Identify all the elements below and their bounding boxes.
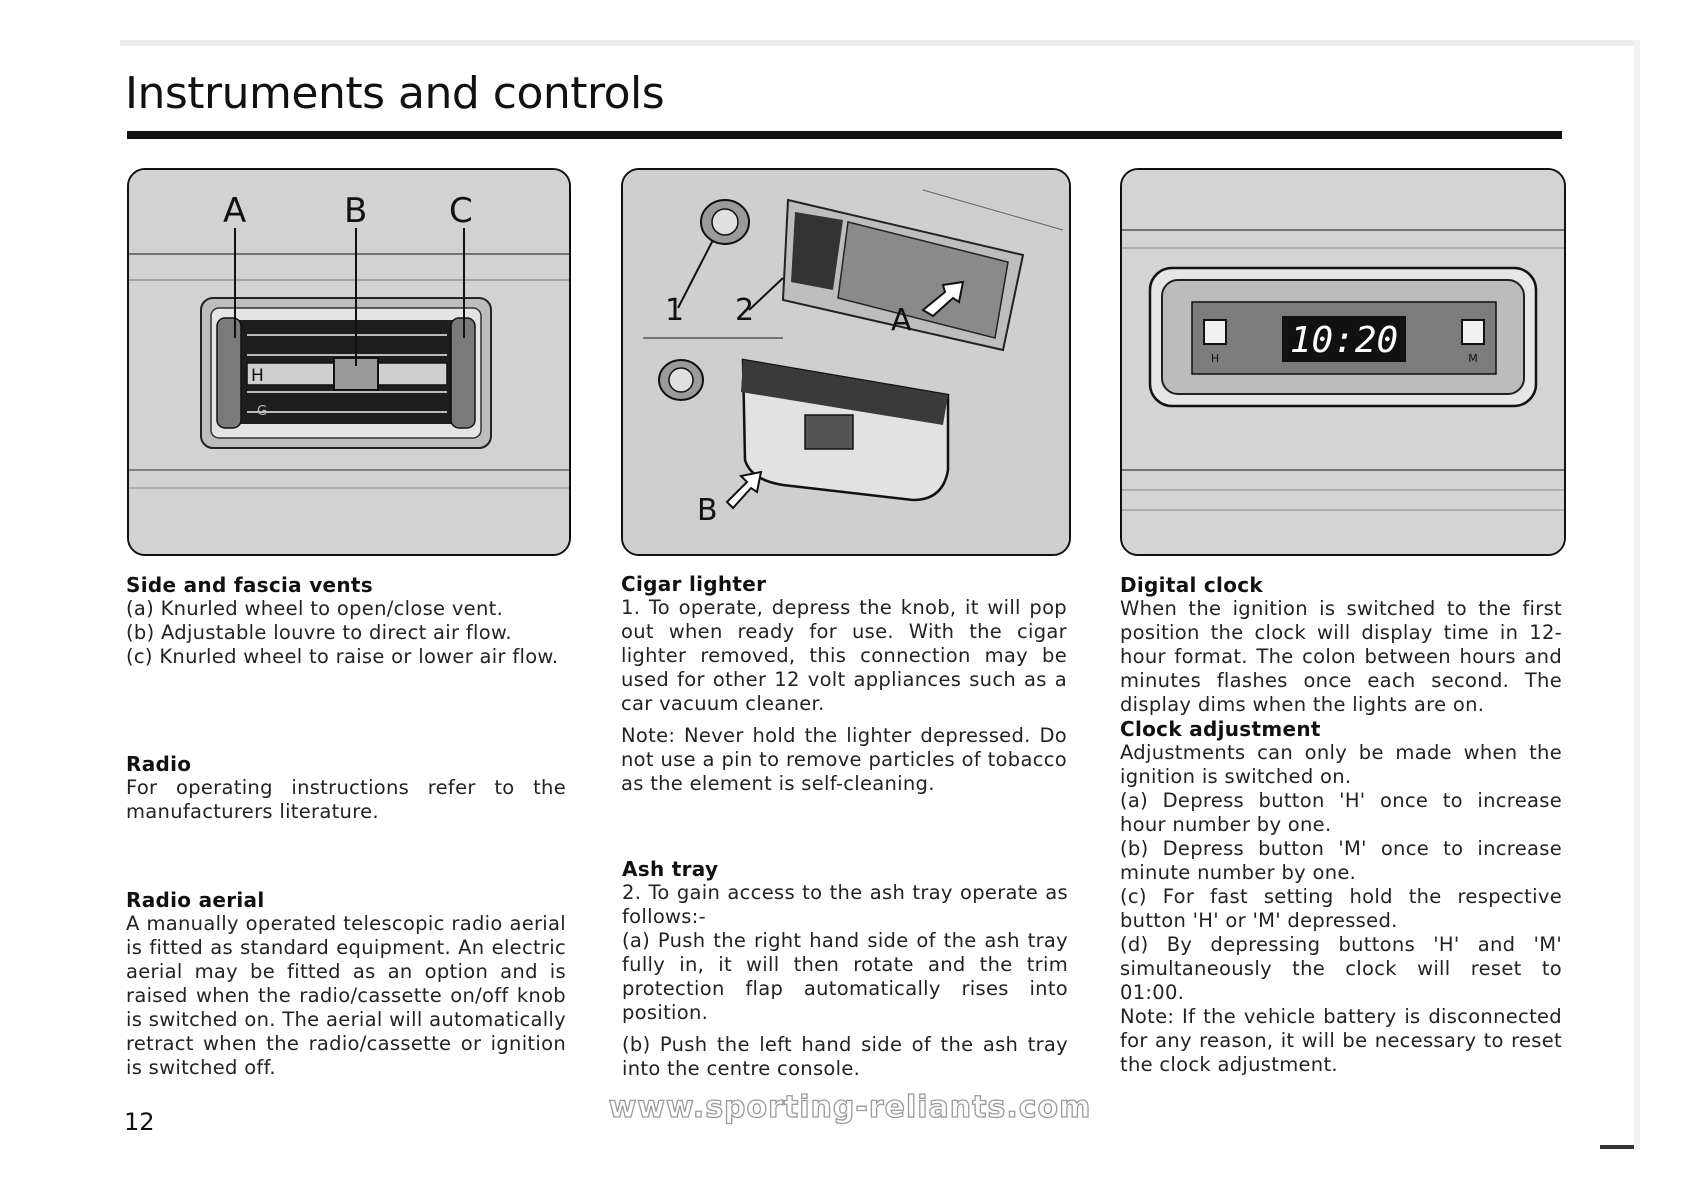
- cigar-heading: Cigar lighter: [621, 572, 767, 596]
- vents-heading: Side and fascia vents: [126, 573, 373, 597]
- page-title: Instruments and controls: [125, 68, 665, 119]
- cigar-label-a: A: [891, 303, 912, 338]
- watermark: www.sporting-reliants.com: [608, 1090, 1092, 1125]
- vents-item-a: (a) Knurled wheel to open/close vent.: [126, 597, 504, 620]
- clock-adjust-d: (d) By depressing buttons 'H' and 'M' simultaneously the clock will reset to 01:00.: [1120, 933, 1562, 1004]
- cigar-text: 1. To operate, depress the knob, it will pop out when ready for use. With the cigar lighter removed, this connection may be used for other 12 volt appliances such as a car vacuum cleaner.: [621, 596, 1067, 715]
- cigar-lighter-illustration: [621, 168, 1071, 556]
- clock-adjust-a: (a) Depress button 'H' once to increase hour number by one.: [1120, 789, 1562, 836]
- column-vents-radio: [126, 573, 566, 669]
- vent-label-a: A: [223, 191, 247, 231]
- ash-text: 2. To gain access to the ash tray operate as follows:-: [622, 881, 1068, 928]
- clock-adjust-b: (b) Depress button 'M' once to increase minute number by one.: [1120, 837, 1562, 884]
- digital-clock-section: [1120, 573, 1562, 1077]
- cigar-label-b: B: [697, 493, 718, 528]
- clock-display: 10:20: [1289, 320, 1399, 361]
- radio-heading: Radio: [126, 752, 192, 776]
- title-rule: [127, 131, 1562, 139]
- vent-illustration: [127, 168, 571, 556]
- clock-adjust-heading: Clock adjustment: [1120, 717, 1321, 741]
- vents-item-c: (c) Knurled wheel to raise or lower air flow.: [126, 645, 559, 668]
- radio-section: [126, 752, 566, 824]
- vent-label-c: C: [449, 191, 473, 231]
- page-corner-mark: [1600, 1145, 1634, 1149]
- clock-adjust-text: Adjustments can only be made when the ignition is switched on.: [1120, 741, 1562, 788]
- clock-button-h-label: H: [1210, 352, 1220, 365]
- page-edge-shadow: [120, 40, 1640, 46]
- ash-tray-section: [622, 857, 1068, 1081]
- digital-clock-drawing: [1122, 170, 1564, 554]
- clock-button-m-label: M: [1468, 352, 1478, 365]
- vent-letter-g: G: [257, 404, 268, 419]
- cigar-label-1: 1: [665, 293, 685, 328]
- radio-aerial-section: [126, 888, 566, 1080]
- page-number: 12: [124, 1108, 155, 1136]
- cigar-lighter-section: [621, 572, 1067, 796]
- ash-item-a: (a) Push the right hand side of the ash tray fully in, it will then rotate and the trim protection flap automatically rises into position.: [622, 929, 1068, 1024]
- cigar-label-2: 2: [735, 293, 755, 328]
- cigar-note: Note: Never hold the lighter depressed. Do not use a pin to remove particles of tobacco as the element is self-cleaning.: [621, 724, 1067, 795]
- ash-heading: Ash tray: [622, 857, 719, 881]
- vent-label-b: B: [344, 191, 368, 231]
- vents-item-b: (b) Adjustable louvre to direct air flow.: [126, 621, 512, 644]
- cigar-lighter-drawing: [623, 170, 1069, 554]
- clock-heading: Digital clock: [1120, 573, 1264, 597]
- page-edge-shadow-right: [1634, 40, 1640, 1150]
- aerial-text: A manually operated telescopic radio aerial is fitted as standard equipment. An electric aerial may be fitted as an option and is raised when the radio/cassette on/off knob is switched on. The aerial will automatically retract when the radio/cassette or ignition is switched off.: [126, 912, 566, 1079]
- clock-adjust-note: Note: If the vehicle battery is disconnected for any reason, it will be necessary to reset the clock adjustment.: [1120, 1005, 1562, 1076]
- clock-text: When the ignition is switched to the first position the clock will display time in 12-hour format. The colon between hours and minutes flashes once each second. The display dims when the lights are on.: [1120, 597, 1562, 716]
- vent-letter-h: H: [251, 366, 264, 386]
- digital-clock-illustration: [1120, 168, 1566, 556]
- ash-item-b: (b) Push the left hand side of the ash tray into the centre console.: [622, 1033, 1068, 1080]
- clock-adjust-c: (c) For fast setting hold the respective button 'H' or 'M' depressed.: [1120, 885, 1562, 932]
- aerial-heading: Radio aerial: [126, 888, 265, 912]
- radio-text: For operating instructions refer to the manufacturers literature.: [126, 776, 566, 823]
- vent-drawing: [129, 170, 569, 554]
